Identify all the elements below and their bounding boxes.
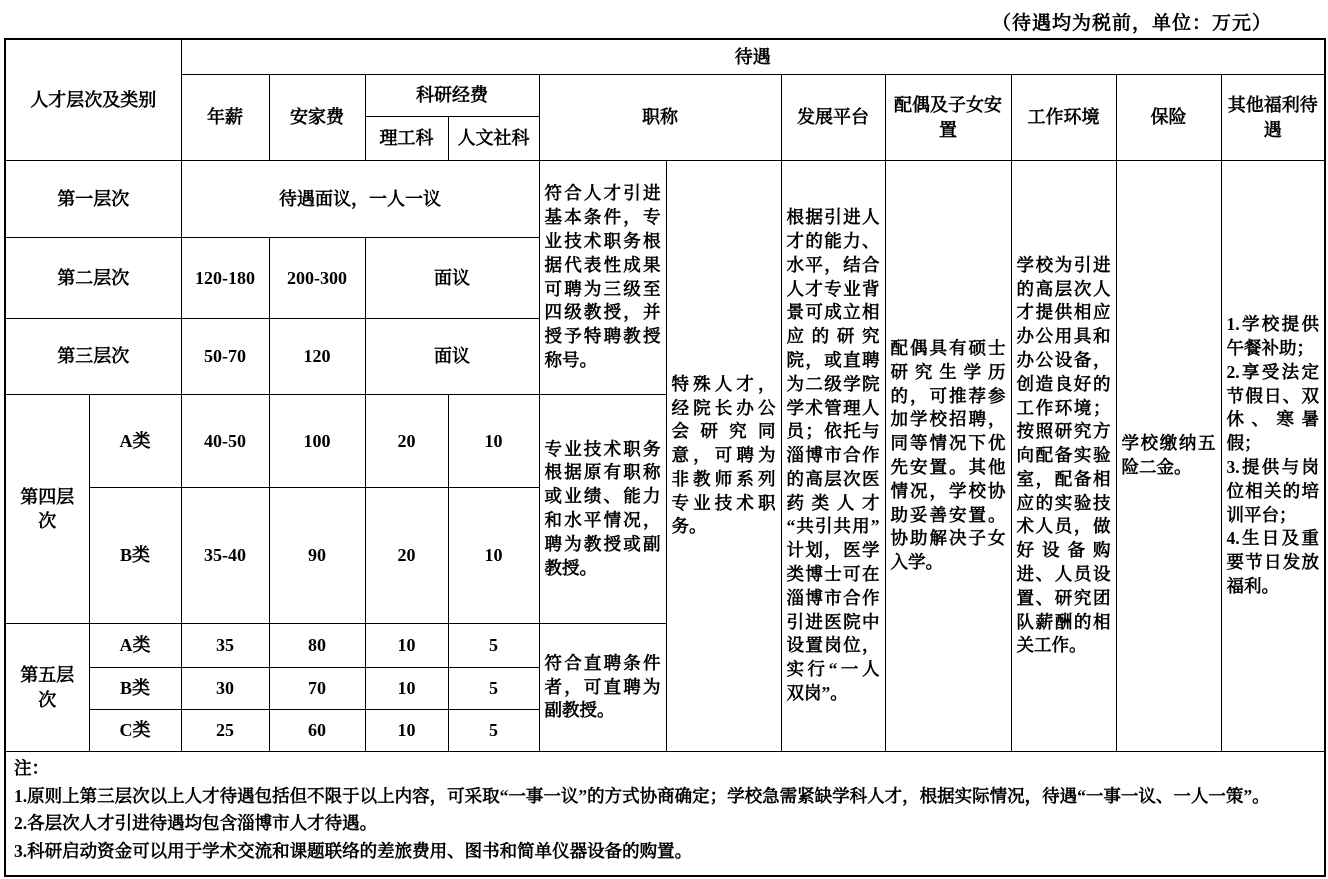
tier3-fund: 面议 <box>365 319 539 395</box>
benefits-table <box>4 38 1326 877</box>
header-dev-platform: 发展平台 <box>781 75 885 161</box>
header-other-benefits: 其他福利待遇 <box>1221 75 1325 161</box>
tier4a-fund-hum: 10 <box>448 395 539 488</box>
header-humanities: 人文社科 <box>448 117 539 161</box>
header-sci-eng: 理工科 <box>365 117 448 161</box>
spouse-children-cell: 配偶具有硕士研究生学历的，可推荐参加学校招聘，同等情况下优先安置。其他情况，学校协助妥善安置。协助解决子女入学。 <box>885 161 1011 752</box>
title-tier-5: 符合直聘条件者，可直聘为副教授。 <box>539 624 666 752</box>
tier3-salary: 50-70 <box>181 319 269 395</box>
tier4a-salary: 40-50 <box>181 395 269 488</box>
notes-label: 注： <box>14 758 49 778</box>
tier2-salary: 120-180 <box>181 238 269 319</box>
note-item-2: 2.各层次人才引进待遇均包含淄博市人才待遇。 <box>14 813 378 834</box>
tier5b-fund-hum: 5 <box>448 668 539 710</box>
header-row-1 <box>5 39 1325 75</box>
header-work-env: 工作环境 <box>1011 75 1116 161</box>
tier5a-salary: 35 <box>181 624 269 668</box>
tier5b-fund-sci: 10 <box>365 668 448 710</box>
note-item-3: 3.科研启动资金可以用于学术交流和课题联络的差旅费用、图书和简单仪器设备的购置。 <box>14 840 693 861</box>
benefit-item-1: 1.学校提供午餐补助； <box>1226 314 1319 359</box>
tier1-negotiable: 待遇面议，一人一议 <box>181 161 539 238</box>
tier4a-class: A类 <box>89 395 181 488</box>
other-benefits-cell <box>1221 161 1325 752</box>
header-annual-salary: 年薪 <box>181 75 269 161</box>
title-tier-4: 专业技术职务根据原有职称或业绩、能力和水平情况，聘为教授或副教授。 <box>539 395 666 624</box>
header-settling-fee: 安家费 <box>269 75 365 161</box>
tier4b-settle: 90 <box>269 488 365 624</box>
notes-cell <box>5 752 1325 876</box>
tier3-level: 第三层次 <box>5 319 181 395</box>
row-tier-1 <box>5 161 1325 238</box>
title-tiers-1-3: 符合人才引进基本条件，专业技术职务根据代表性成果可聘为三级至四级教授，并授予特聘教授称号。 <box>539 161 666 395</box>
dev-platform-cell: 根据引进人才的能力、水平，结合人才专业背景可成立相应的研究院，或直聘为二级学院学术管理人员；依托与淄博市合作的高层次医药类人才“共引共用”计划，医学类博士可在淄博市合作引进医院中设置岗位，实行“一人双岗”。 <box>781 161 885 752</box>
tier4a-fund-sci: 20 <box>365 395 448 488</box>
tier4b-class: B类 <box>89 488 181 624</box>
tier5c-fund-sci: 10 <box>365 710 448 752</box>
insurance-cell: 学校缴纳五险二金。 <box>1116 161 1221 752</box>
header-treatment: 待遇 <box>181 39 1325 75</box>
tier4a-settle: 100 <box>269 395 365 488</box>
tier5c-settle: 60 <box>269 710 365 752</box>
tier5c-fund-hum: 5 <box>448 710 539 752</box>
header-prof-title: 职称 <box>539 75 781 161</box>
benefit-item-2: 2.享受法定节假日、双休、寒暑假； <box>1226 361 1319 454</box>
tier5a-fund-sci: 10 <box>365 624 448 668</box>
benefit-item-4: 4.生日及重要节日发放福利。 <box>1226 528 1319 596</box>
tier4b-fund-hum: 10 <box>448 488 539 624</box>
tier4b-salary: 35-40 <box>181 488 269 624</box>
tier4b-fund-sci: 20 <box>365 488 448 624</box>
row-notes <box>5 752 1325 876</box>
header-insurance: 保险 <box>1116 75 1221 161</box>
benefit-item-3: 3.提供与岗位相关的培训平台； <box>1226 457 1319 525</box>
tier5b-class: B类 <box>89 668 181 710</box>
tier5a-class: A类 <box>89 624 181 668</box>
work-env-cell: 学校为引进的高层次人才提供相应办公用具和办公设备，创造良好的工作环境；按照研究方向配备实验室，配备相应的实验技术人员，做好设备购进、人员设置、研究团队薪酬的相关工作。 <box>1011 161 1116 752</box>
header-research-fund: 科研经费 <box>365 75 539 117</box>
tier5c-salary: 25 <box>181 710 269 752</box>
tier5c-class: C类 <box>89 710 181 752</box>
tier2-fund: 面议 <box>365 238 539 319</box>
unit-note: （待遇均为税前，单位：万元） <box>991 13 1272 34</box>
tier5b-settle: 70 <box>269 668 365 710</box>
title-special: 特殊人才，经院长办公会研究同意，可聘为非教师系列专业技术职务。 <box>666 161 781 752</box>
tier4-level: 第四层次 <box>5 395 89 624</box>
tier1-level: 第一层次 <box>5 161 181 238</box>
tier3-settle: 120 <box>269 319 365 395</box>
tier5-level: 第五层次 <box>5 624 89 752</box>
tier5a-fund-hum: 5 <box>448 624 539 668</box>
tier5a-settle: 80 <box>269 624 365 668</box>
tier5b-salary: 30 <box>181 668 269 710</box>
tier2-level: 第二层次 <box>5 238 181 319</box>
note-item-1: 1.原则上第三层次以上人才待遇包括但不限于以上内容，可采取“一事一议”的方式协商确定；学校急需紧缺学科人才，根据实际情况，待遇“一事一议、一人一策”。 <box>14 785 1270 806</box>
tier2-settle: 200-300 <box>269 238 365 319</box>
header-row-2 <box>5 75 1325 117</box>
header-spouse-children: 配偶及子女安置 <box>885 75 1011 161</box>
header-talent-level: 人才层次及类别 <box>5 39 181 161</box>
